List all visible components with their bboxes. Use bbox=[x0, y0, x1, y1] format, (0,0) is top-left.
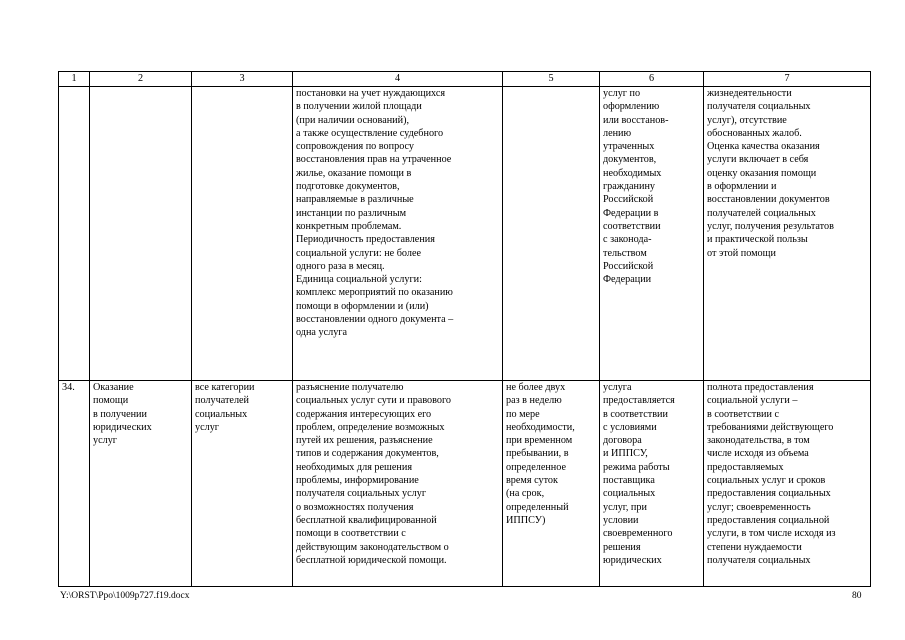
cell-line: услуг bbox=[195, 421, 219, 433]
quality-cell bbox=[704, 87, 871, 381]
cell-line: условии bbox=[603, 514, 639, 526]
cell-line: одна услуга bbox=[296, 327, 347, 339]
cell-line: услуг, при bbox=[603, 501, 647, 513]
header-row bbox=[59, 72, 871, 87]
cell-line: жилье, оказание помощи в bbox=[296, 167, 412, 179]
column-description-header: 4 bbox=[293, 72, 503, 87]
cell-line: или восстанов- bbox=[603, 114, 669, 126]
cell-line: ИППСУ) bbox=[506, 514, 546, 526]
cell-line: услуга bbox=[603, 382, 632, 393]
cell-line: числе исходя из объема bbox=[707, 448, 809, 460]
cell-line: в соответствии с bbox=[707, 408, 779, 420]
cell-line: определенное bbox=[506, 461, 566, 473]
cell-line: пребывании, в bbox=[506, 448, 569, 460]
cell-line: социальной услуги – bbox=[707, 395, 798, 407]
cell-line: получателей bbox=[195, 395, 250, 407]
cell-line: услуг, получения результатов bbox=[707, 220, 834, 232]
column-recipients-header: 3 bbox=[192, 72, 293, 87]
cell-line: (при наличии оснований), bbox=[296, 114, 410, 126]
cell-line: раз в неделю bbox=[506, 395, 562, 407]
cell-line: тельством bbox=[603, 247, 647, 259]
column-conditions-header: 6 bbox=[600, 72, 704, 87]
cell-line: в получении bbox=[93, 408, 147, 420]
cell-line: от этой помощи bbox=[707, 247, 776, 259]
cell-line: обоснованных жалоб. bbox=[707, 127, 802, 139]
services-table bbox=[58, 71, 871, 587]
cell-line: Оценка качества оказания bbox=[707, 141, 820, 153]
cell-line: восстановлении документов bbox=[707, 194, 830, 206]
cell-line: бесплатной юридической помощи. bbox=[296, 554, 447, 566]
cell-line: конкретным проблемам. bbox=[296, 220, 402, 232]
cell-line: (на срок, bbox=[506, 488, 545, 500]
cell-line: необходимых bbox=[603, 167, 662, 179]
cell-line: необходимых для решения bbox=[296, 461, 413, 473]
cell-line: все категории bbox=[195, 382, 255, 393]
cell-line: и практической пользы bbox=[707, 234, 808, 246]
cell-line: инстанции по различным bbox=[296, 207, 407, 219]
cell-line: услуги включает в себя bbox=[707, 154, 809, 166]
cell-line: социальных bbox=[195, 408, 248, 420]
conditions-cell bbox=[600, 87, 704, 381]
table-row bbox=[59, 87, 871, 381]
cell-line: с условиями bbox=[603, 421, 657, 433]
page-number: 80 bbox=[852, 591, 862, 601]
cell-line: помощи в оформлении и (или) bbox=[296, 300, 429, 312]
recipients-cell bbox=[192, 87, 293, 381]
cell-line: в соответствии bbox=[603, 408, 668, 420]
cell-line: содержания интересующих его bbox=[296, 408, 432, 420]
cell-line: жизнедеятельности bbox=[707, 88, 792, 99]
cell-line: получателя социальных услуг bbox=[296, 488, 427, 500]
cell-line: типов и содержания документов, bbox=[296, 448, 439, 460]
service-name-cell bbox=[90, 87, 192, 381]
column-quality-header: 7 bbox=[704, 72, 871, 87]
cell-line: получателя социальных bbox=[707, 554, 811, 566]
cell-line: получателя социальных bbox=[707, 101, 811, 113]
cell-line: восстановлении одного документа – bbox=[296, 314, 454, 326]
cell-line: документов, bbox=[603, 154, 657, 166]
cell-line: проблем, определение возможных bbox=[296, 421, 445, 433]
cell-line: услуг; своевременность bbox=[707, 501, 811, 513]
cell-line: путей их решения, разъяснение bbox=[296, 435, 433, 447]
cell-line: в оформлении и bbox=[707, 181, 777, 193]
cell-line: Периодичность предоставления bbox=[296, 234, 435, 246]
cell-line: по мере bbox=[506, 408, 540, 420]
footer-file-path: Y:\ORST\Ppo\1009p727.f19.docx bbox=[60, 591, 190, 601]
cell-line: и ИППСУ, bbox=[603, 448, 648, 460]
cell-line: социальной услуги: не более bbox=[296, 247, 421, 259]
row-number-cell bbox=[59, 87, 90, 381]
cell-line: оценку оказания помощи bbox=[707, 167, 817, 179]
cell-line: гражданину bbox=[603, 181, 655, 193]
cell-line: помощи в соответствии с bbox=[296, 528, 406, 540]
description-cell bbox=[293, 381, 503, 587]
column-timing-header: 5 bbox=[503, 72, 600, 87]
cell-line: предоставляемых bbox=[707, 461, 784, 473]
cell-line: законодательства, в том bbox=[707, 435, 810, 447]
timing-cell bbox=[503, 381, 600, 587]
cell-line: социальных услуг и сроков bbox=[707, 475, 826, 487]
cell-line: соответствии bbox=[603, 220, 661, 232]
cell-line: полнота предоставления bbox=[707, 382, 814, 393]
cell-line: постановки на учет нуждающихся bbox=[296, 88, 446, 99]
quality-cell bbox=[704, 381, 871, 587]
cell-line: комплекс мероприятий по оказанию bbox=[296, 287, 453, 299]
cell-line: социальных bbox=[603, 488, 656, 500]
cell-line: юридических bbox=[93, 421, 152, 433]
table-row bbox=[59, 381, 871, 587]
cell-line: определенный bbox=[506, 501, 569, 513]
cell-line: одного раза в месяц. bbox=[296, 260, 385, 272]
cell-line: с законода- bbox=[603, 234, 652, 246]
cell-line: своевременного bbox=[603, 528, 673, 540]
service-name-cell bbox=[90, 381, 192, 587]
cell-line: в получении жилой площади bbox=[296, 101, 422, 113]
cell-line: социальных услуг сути и правового bbox=[296, 395, 452, 407]
cell-line: поставщика bbox=[603, 475, 655, 487]
cell-line: услуги, в том числе исходя из bbox=[707, 528, 836, 540]
cell-line: степени нуждаемости bbox=[707, 541, 802, 553]
cell-line: оформлению bbox=[603, 101, 660, 113]
cell-line: Федерации в bbox=[603, 207, 659, 219]
cell-line: предоставления социальных bbox=[707, 488, 831, 500]
cell-line: требованиями действующего bbox=[707, 421, 834, 433]
cell-line: бесплатной квалифицированной bbox=[296, 514, 437, 526]
cell-line: режима работы bbox=[603, 461, 670, 473]
cell-line: лению bbox=[603, 127, 632, 139]
conditions-cell bbox=[600, 381, 704, 587]
cell-line: подготовке документов, bbox=[296, 181, 400, 193]
cell-line: направляемые в различные bbox=[296, 194, 414, 206]
cell-line: действующим законодательством о bbox=[296, 541, 449, 553]
cell-line: решения bbox=[603, 541, 641, 553]
cell-line: восстановления прав на утраченное bbox=[296, 154, 452, 166]
cell-line: утраченных bbox=[603, 141, 655, 153]
cell-line: предоставления социальной bbox=[707, 514, 830, 526]
cell-line: Единица социальной услуги: bbox=[296, 274, 422, 286]
cell-line: не более двух bbox=[506, 382, 566, 393]
cell-line: разъяснение получателю bbox=[296, 382, 404, 393]
cell-line: проблемы, информирование bbox=[296, 475, 419, 487]
cell-line: необходимости, bbox=[506, 421, 575, 433]
cell-line: договора bbox=[603, 435, 642, 447]
cell-line: при временном bbox=[506, 435, 573, 447]
timing-cell bbox=[503, 87, 600, 381]
cell-line: Федерации bbox=[603, 274, 652, 286]
cell-line: услуг по bbox=[603, 88, 641, 99]
column-number-header: 1 bbox=[59, 72, 90, 87]
cell-line: получателей социальных bbox=[707, 207, 816, 219]
cell-line: Оказание bbox=[93, 382, 134, 393]
cell-line: Российской bbox=[603, 260, 654, 272]
cell-line: юридических bbox=[603, 554, 662, 566]
cell-line: сопровождения по вопросу bbox=[296, 141, 415, 153]
description-cell bbox=[293, 87, 503, 381]
cell-line: услуг bbox=[93, 435, 117, 447]
recipients-cell bbox=[192, 381, 293, 587]
cell-line: время суток bbox=[506, 475, 558, 487]
row-number-cell: 34. bbox=[59, 381, 90, 587]
cell-line: предоставляется bbox=[603, 395, 675, 407]
cell-line: услуг), отсутствие bbox=[707, 114, 787, 126]
cell-line: а также осуществление судебного bbox=[296, 127, 444, 139]
cell-line: помощи bbox=[93, 395, 129, 407]
cell-line: Российской bbox=[603, 194, 654, 206]
cell-line: о возможностях получения bbox=[296, 501, 414, 513]
column-name-header: 2 bbox=[90, 72, 192, 87]
